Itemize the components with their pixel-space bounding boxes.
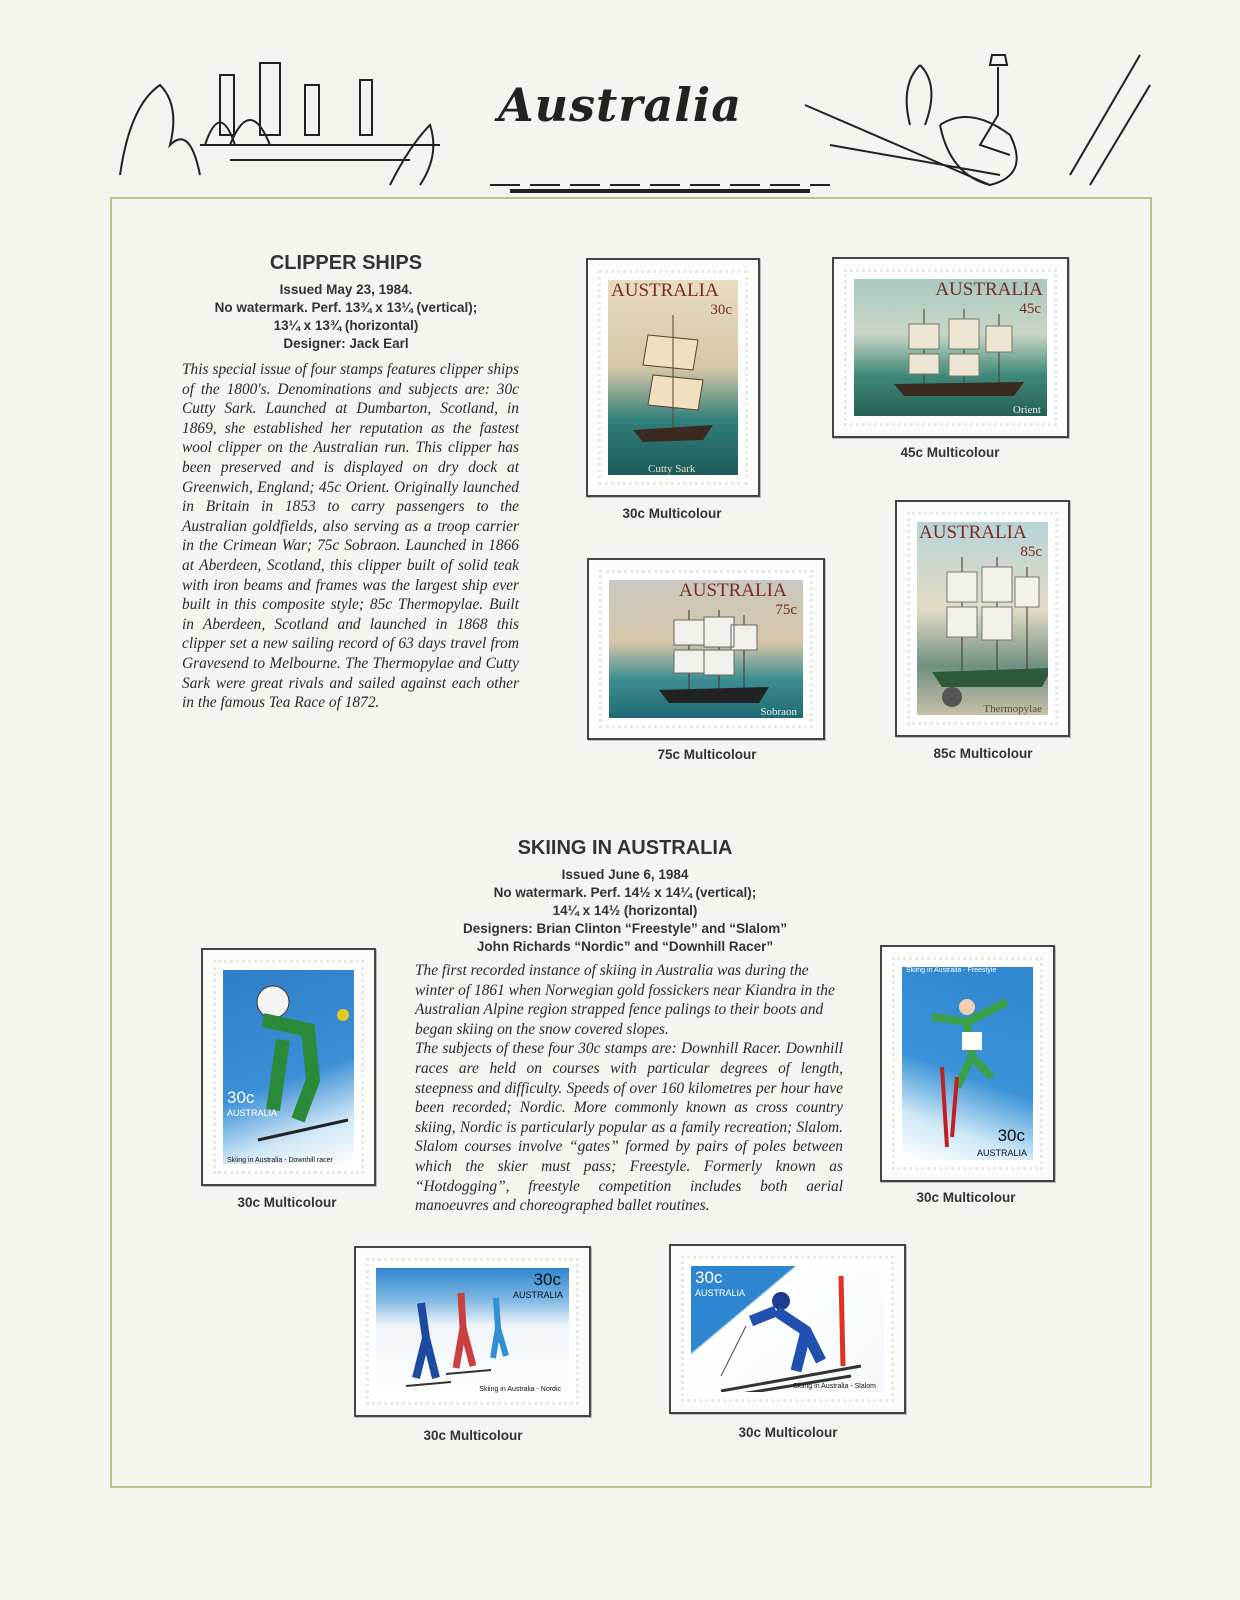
stamp-country: AUSTRALIA xyxy=(679,580,787,601)
stamp-value: 85c xyxy=(1020,544,1042,560)
stamp-country: AUSTRALIA xyxy=(919,522,1027,543)
stamp-value: 30c xyxy=(533,1270,561,1289)
designers-line-1: Designers: Brian Clinton “Freestyle” and “Slalom” xyxy=(462,921,788,936)
skier-icon xyxy=(238,980,354,1150)
clipper-ships-description: This special issue of four stamps features clipper ships of the 1800's. Denominations and subjects are: 30c Cutty Sark. Launched at Dumbarton, Scotland, in 1869, she established her reputation as the fastest wool clipper on the Australian run. This clipper has been preserved and is displayed on dry dock at Greenwich, England; 45c Orient. Originally launched in Britain in 1853 to carry passengers to the Australian goldfields, also serving as a troop carrier in the Crimean War; 75c Sobraon. Launched in 1866 at Aberdeen, Scotland, this clipper built of solid teak with iron beams and frames was the largest ship ever built in this composite style; 85c Thermopylae. Built in Aberdeen, Scotland and launched in 1868 this clipper set a new sailing record of 63 days travel from Gravesend to Melbourne. The Thermopylae and Cutty Sark were great rivals and sailed against each other in the famous Tea Race of 1872. xyxy=(182,361,519,712)
stamp-caption: 30c Multicolour xyxy=(622,506,722,521)
ship-icon xyxy=(927,552,1048,712)
stamp-subject: Skiing in Australia - Downhill racer xyxy=(227,1157,333,1164)
stamp-image-sobraon xyxy=(609,580,803,718)
stamp-mount-freestyle xyxy=(880,945,1055,1182)
stamp-subject: Orient xyxy=(1012,404,1041,416)
stamp-country: AUSTRALIA xyxy=(227,1108,278,1118)
stamp-caption: 30c Multicolour xyxy=(738,1425,838,1440)
perforation-horizontal: 13¼ x 13¾ (horizontal) xyxy=(273,318,419,333)
stamp-subject: Skiing in Australia - Nordic xyxy=(479,1386,561,1393)
stamp-value: 30c xyxy=(695,1268,723,1287)
skiing-paragraph-2: The subjects of these four 30c stamps are: Downhill Racer. Downhill races are held on courses with particular degrees of length, steepness and difficulty. Speeds of over 160 kilometres per hour have been recorded; Nordic. More commonly known as cross country skiing, Nordic is particularly popular as a family recreation; Slalom. Slalom courses involve “gates” formed by pairs of poles between which the skier must pass; Freestyle. Formerly known as “Hotdogging”, freestyle competition includes both aerial manoeuvres and choreographed ballet routines. xyxy=(415,1040,843,1215)
designer: Designer: Jack Earl xyxy=(283,336,409,351)
stamp-country: AUSTRALIA xyxy=(695,1288,746,1298)
stamp-subject: Sobraon xyxy=(760,706,797,718)
section-title: CLIPPER SHIPS xyxy=(269,252,423,274)
perforation-horizontal: 14¼ x 14½ (horizontal) xyxy=(552,903,698,918)
stamp-caption: 30c Multicolour xyxy=(916,1190,1016,1205)
stamp-mount-85c-thermopylae xyxy=(895,500,1070,737)
stamp-image-thermopylae xyxy=(917,522,1048,715)
issue-date: Issued June 6, 1984 xyxy=(561,867,689,882)
ship-icon xyxy=(628,310,718,450)
stamp-caption: 85c Multicolour xyxy=(933,746,1033,761)
ship-icon xyxy=(884,304,1034,404)
stamp-country: AUSTRALIA xyxy=(976,1148,1027,1158)
issue-date: Issued May 23, 1984. xyxy=(279,282,413,297)
skiing-description xyxy=(415,961,843,1216)
stamp-image-orient xyxy=(854,279,1047,416)
stamp-mount-downhill-racer xyxy=(201,948,376,1186)
stamp-image-downhill-racer xyxy=(223,970,354,1164)
stamp-image-cutty-sark xyxy=(608,280,738,475)
stamp xyxy=(844,269,1057,426)
page-title: Australia xyxy=(497,78,743,132)
stamp-country: AUSTRALIA xyxy=(512,1290,563,1300)
stamp-image-slalom xyxy=(691,1266,884,1392)
clipper-ships-header xyxy=(176,252,516,353)
stamp-value: 30c xyxy=(710,302,732,318)
designers-line-2: John Richards “Nordic” and “Downhill Racer” xyxy=(476,939,774,954)
stamp-value: 30c xyxy=(227,1088,255,1107)
perforation-vertical: No watermark. Perf. 14½ x 14¼ (vertical); xyxy=(493,885,757,900)
stamp xyxy=(892,957,1043,1170)
stamp xyxy=(599,570,813,728)
skiing-header xyxy=(405,837,845,956)
stamp-image-freestyle xyxy=(902,967,1033,1160)
stamp xyxy=(366,1258,579,1405)
stamp-value: 45c xyxy=(1019,301,1041,317)
stamp-mount-30c-cutty-sark xyxy=(586,258,760,497)
section-title: SKIING IN AUSTRALIA xyxy=(517,837,733,859)
stamp xyxy=(681,1256,894,1402)
perforation-vertical: No watermark. Perf. 13¾ x 13¼ (vertical); xyxy=(214,300,478,315)
stamp-country: AUSTRALIA xyxy=(935,279,1043,300)
stamp xyxy=(213,960,364,1174)
stamp-value: 75c xyxy=(775,602,797,618)
stamp-subject: Thermopylae xyxy=(983,703,1042,715)
stamp-caption: 30c Multicolour xyxy=(423,1428,523,1443)
stamp-subject: Skiing in Australia - Freestyle xyxy=(906,967,997,974)
stamp-caption: 45c Multicolour xyxy=(900,445,1000,460)
stamp-mount-75c-sobraon xyxy=(587,558,825,740)
stamp-image-nordic xyxy=(376,1268,569,1395)
stamp-country: AUSTRALIA xyxy=(611,280,719,301)
stamp-value: 30c xyxy=(997,1126,1025,1145)
stamp-subject: Cutty Sark xyxy=(648,463,696,475)
stamp-mount-45c-orient xyxy=(832,257,1069,438)
stamp-subject: Skiing in Australia - Slalom xyxy=(793,1383,876,1390)
stamp xyxy=(598,270,748,485)
stamp xyxy=(907,512,1058,725)
ship-icon xyxy=(649,605,779,715)
stamp-caption: 30c Multicolour xyxy=(237,1195,337,1210)
stamp-caption: 75c Multicolour xyxy=(657,747,757,762)
stamp-mount-slalom xyxy=(669,1244,906,1414)
skiing-paragraph-1: The first recorded instance of skiing in Australia was during the winter of 1861 when Norwegian gold fossickers near Kiandra in the Australian Alpine region strapped fence palings to their boots and began skiing on the snow covered slopes. xyxy=(415,962,835,1038)
stamp-mount-nordic xyxy=(354,1246,591,1417)
